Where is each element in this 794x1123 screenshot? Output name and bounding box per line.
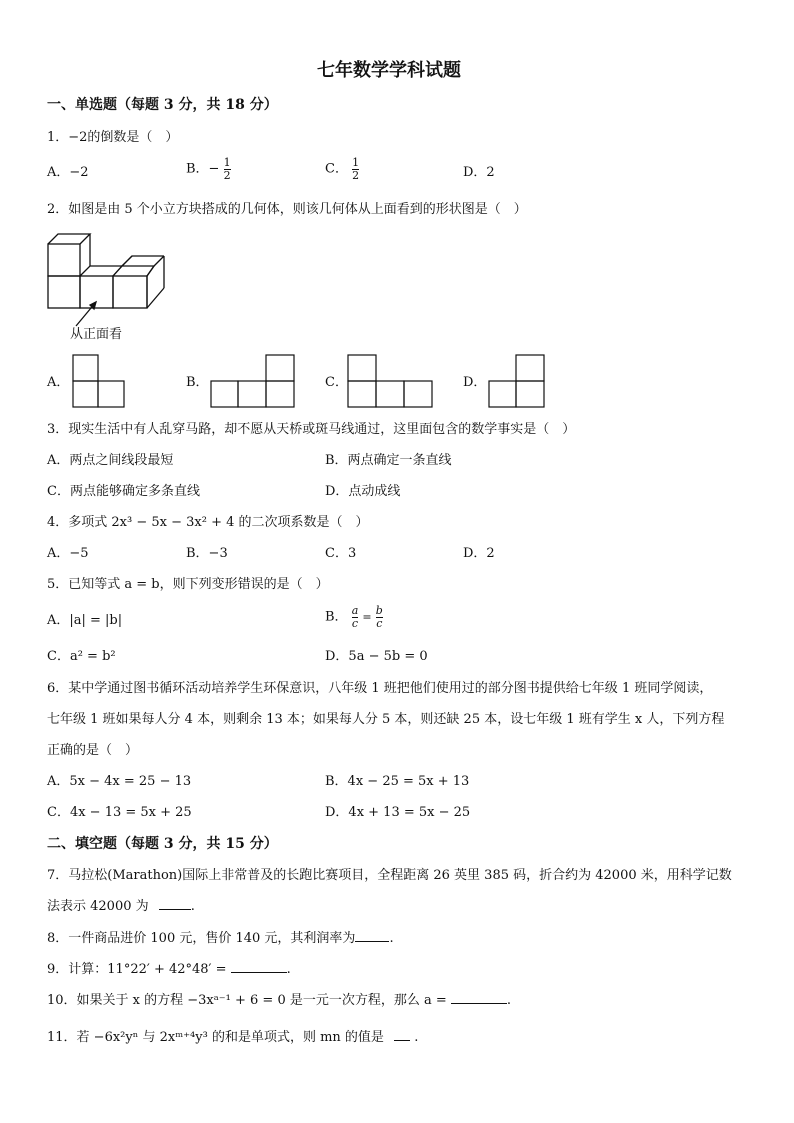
q7-line-1: 7．马拉松(Marathon)国际上非常普及的长跑比赛项目，全程距离 26 英里 385 码，折合约为 42000 米，用科学记数 xyxy=(47,868,732,883)
q11 xyxy=(47,1031,418,1044)
q11-answer-blank xyxy=(394,1040,410,1041)
q5-b-right-numerator: b xyxy=(375,604,383,617)
page-title: 七年数学学科试题 xyxy=(317,60,461,81)
q1-c-numerator: 1 xyxy=(352,156,360,169)
q1-option-c-fraction xyxy=(352,157,359,181)
q8-answer-blank xyxy=(355,941,389,942)
q2-option-b-figure xyxy=(210,354,300,410)
q3-option-d: D．点动成线 xyxy=(325,484,401,499)
q5-b-equals: = xyxy=(362,610,372,624)
q2-option-a-label: A． xyxy=(47,375,70,390)
q1-stem: 1．−2的倒数是（ ） xyxy=(47,130,179,145)
q4-option-c: C．3 xyxy=(325,546,357,561)
q6-option-c: C．4x − 13 = 5x + 25 xyxy=(47,805,192,820)
q2-option-b-label: B． xyxy=(186,375,209,390)
q1-option-a: A．−2 xyxy=(47,165,89,180)
q4-option-b: B．−3 xyxy=(186,546,228,561)
q10-answer-blank xyxy=(451,1003,507,1004)
q4-stem: 4．多项式 2x³ − 5x − 3x² + 4 的二次项系数是（ ） xyxy=(47,515,369,530)
q2-figure-label: 从正面看 xyxy=(70,327,123,342)
q5-b-left-fraction xyxy=(352,605,359,629)
q1-option-d: D．2 xyxy=(463,165,495,180)
q8 xyxy=(47,932,394,945)
q5-b-right-denominator: c xyxy=(376,616,383,630)
q2-stem: 2．如图是由 5 个小立方块搭成的几何体，则该几何体从上面看到的形状图是（ ） xyxy=(47,202,527,217)
q9-text: 9．计算：11°22′ + 42°48′ = xyxy=(47,962,227,977)
q1-option-b xyxy=(186,157,231,181)
q5-option-d: D．5a − 5b = 0 xyxy=(325,649,428,664)
q6-line-2: 七年级 1 班如果每人分 4 本，则剩余 13 本；如果每人分 5 本，则还缺 25 本，设七年级 1 班有学生 x 人，下列方程 xyxy=(47,712,725,727)
q7-line-2 xyxy=(47,900,195,913)
q11-end: . xyxy=(414,1030,419,1045)
q5-b-left-numerator: a xyxy=(351,604,359,617)
q10-end: . xyxy=(506,993,512,1008)
q5-option-b-prefix: B． xyxy=(325,609,348,625)
q3-option-c: C．两点能够确定多条直线 xyxy=(47,484,200,499)
section-1-heading: 一、单选题（每题 3 分，共 18 分） xyxy=(47,97,278,113)
q5-option-c: C．a² = b² xyxy=(47,649,116,664)
q5-option-a: A．|a| = |b| xyxy=(47,613,123,628)
section-2-heading: 二、填空题（每题 3 分，共 15 分） xyxy=(47,836,278,852)
q1-b-numerator: 1 xyxy=(223,156,231,169)
q5-b-left-denominator: c xyxy=(351,616,359,630)
q7-answer-blank xyxy=(159,909,191,910)
q2-option-d-figure xyxy=(488,354,548,410)
q2-solid-figure xyxy=(46,230,176,340)
q6-option-a: A．5x − 4x = 25 − 13 xyxy=(47,774,192,789)
q3-option-b: B．两点确定一条直线 xyxy=(325,453,452,468)
q3-stem: 3．现实生活中有人乱穿马路，却不愿从天桥或斑马线通过，这里面包含的数学事实是（ ） xyxy=(47,422,576,437)
q8-end: . xyxy=(389,931,394,946)
q4-option-a: A．−5 xyxy=(47,546,89,561)
q11-text: 11．若 −6x²yⁿ 与 2xᵐ⁺⁴y³ 的和是单项式，则 mn 的值是 xyxy=(47,1030,384,1045)
q7-end: . xyxy=(190,899,195,914)
q6-line-1: 6．某中学通过图书循环活动培养学生环保意识，八年级 1 班把他们使用过的部分图书提供给七年级 1 班同学阅读， xyxy=(47,681,713,696)
q1-c-denominator: 2 xyxy=(352,168,360,182)
q10 xyxy=(47,994,511,1007)
q8-text: 8．一件商品进价 100 元，售价 140 元，其利润率为 xyxy=(47,931,356,946)
q9-end: . xyxy=(286,962,291,977)
q9-answer-blank xyxy=(231,972,287,973)
q5-stem: 5．已知等式 a = b，则下列变形错误的是（ ） xyxy=(47,577,329,592)
q5-option-b xyxy=(325,605,383,629)
q4-option-d: D．2 xyxy=(463,546,495,561)
q3-option-a: A．两点之间线段最短 xyxy=(47,453,174,468)
q2-option-c-label: C． xyxy=(325,375,348,390)
q1-option-b-prefix: B．− xyxy=(186,161,220,177)
q7-line-2-text: 法表示 42000 为 xyxy=(47,899,149,914)
q1-b-denominator: 2 xyxy=(223,168,231,182)
q1-option-b-fraction xyxy=(224,157,231,181)
q10-text: 10．如果关于 x 的方程 −3xᵃ⁻¹ + 6 = 0 是一元一次方程，那么 a = xyxy=(47,993,447,1008)
q6-line-3: 正确的是（ ） xyxy=(47,743,139,758)
q9 xyxy=(47,963,291,976)
q2-option-c-figure xyxy=(347,354,437,410)
q5-b-right-fraction xyxy=(376,605,383,629)
q6-option-b: B．4x − 25 = 5x + 13 xyxy=(325,774,470,789)
q1-option-c-prefix: C． xyxy=(325,161,348,177)
q1-option-c xyxy=(325,157,359,181)
q2-option-a-figure xyxy=(72,354,128,410)
q6-option-d: D．4x + 13 = 5x − 25 xyxy=(325,805,471,820)
q2-option-d-label: D． xyxy=(463,375,487,390)
